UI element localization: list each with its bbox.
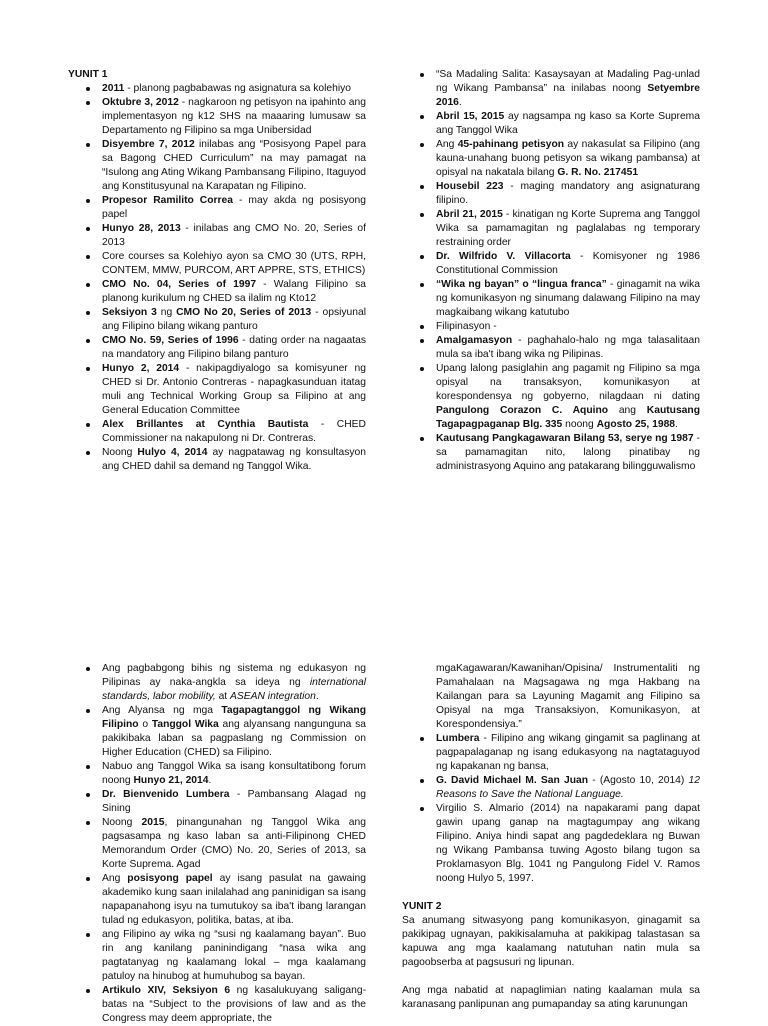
list-item: CMO No. 04, Series of 1997 - Walang Filipino sa planong kurikulum ng CHED sa ilalim ng Kto12 <box>68 278 366 306</box>
list-item: Lumbera - Filipino ang wikang gingamit sa paglinang at pagpapalaganap ng isang edukasyong na nagtataguyod ng kapakanan ng bansa, <box>402 732 700 774</box>
list-item: 2011 - planong pagbabawas ng asignatura sa kolehiyo <box>68 82 366 96</box>
continued-paragraph: mgaKagawaran/Kawanihan/Opisina/ Instrumentaliti ng Pamahalaan na Magsagawa ng mga Hakbang na Kailangan para sa Layuning Magamit ang Filipino sa Opisyal na mga Transaksiyon, Komunikasyon, at Korespondensiya.” <box>436 663 700 730</box>
list-item: Ang 45-pahinang petisyon ay nakasulat sa Filipino (ang kauna-unahang buong petisyon sa wikang pambansa) at opisyal na nakatala bilang G. R. No. 217451 <box>402 138 700 180</box>
yunit-2-paragraph-2: Ang mga nabatid at napaglimian nating kaalaman mula sa karanasang panlipunan ang pumapanday sa ating karunungan <box>402 985 700 1010</box>
list-item: Amalgamasyon - paghahalo-halo ng mga talasalitaan mula sa iba't ibang wika ng Pilipinas. <box>402 334 700 362</box>
list-item: Ang posisyong papel ay isang pasulat na gawaing akademiko kung saan inilalahad ang paninidigan sa isang napapanahong isyu na tumutukoy sa iba't ibang larangan tulad ng edukasyon, politika, batas, at iba. <box>68 872 366 928</box>
list-item: “Wika ng bayan” o “lingua franca” - ginagamit na wika ng komunikasyon ng sinumang dalawang Filipino na may magkaibang wikang katutubo <box>402 278 700 320</box>
bullet-list-top-right <box>402 68 700 474</box>
column-top-left <box>68 68 366 474</box>
list-item: Filipinasyon - <box>402 320 700 334</box>
list-item: ang Filipino ay wika ng “susi ng kaalamang bayan”. Buo rin ang kanilang paninindigang “nasa wika ang pagtatanyag ng kaalamang lokal – mga kaalamang patuloy na hinubog at humuhubog sa bayan. <box>68 928 366 984</box>
list-item: G. David Michael M. San Juan - (Agosto 10, 2014) 12 Reasons to Save the National Language. <box>402 774 700 802</box>
list-item: Noong Hulyo 4, 2014 ay nagpatawag ng konsultasyon ang CHED dahil sa demand ng Tanggol Wika. <box>68 446 366 474</box>
continuation-list <box>402 662 700 732</box>
heading-yunit-1: YUNIT 1 <box>68 69 108 80</box>
list-item: Core courses sa Kolehiyo ayon sa CMO 30 (UTS, RPH, CONTEM, MMW, PURCOM, ART APPRE, STS, ETHICS) <box>68 250 366 278</box>
list-item: CMO No. 59, Series of 1996 - dating order na nagaatas na mandatory ang Filipino bilang panturo <box>68 334 366 362</box>
list-item: Nabuo ang Tanggol Wika sa isang konsultatibong forum noong Hunyo 21, 2014. <box>68 760 366 788</box>
yunit-2-paragraph-1: Sa anumang sitwasyong pang komunikasyon, ginagamit sa pakikipag ugnayan, pakikisalamuha at pakikipag talastasan sa kapuwa ang mga kaalamang natutuhan natin mula sa pagoobserba at pagsusuri ng lipunan. <box>402 915 700 968</box>
bullet-list-yunit-1 <box>68 82 366 474</box>
list-item: Upang lalong pasiglahin ang pagamit ng Filipino sa mga opisyal na transaksyon, komunikasyon at korespondensya ng gobyerno, nilagdaan ni dating Pangulong Corazon C. Aquino ang Kautusang Tagapagpaganap Blg. 335 noong Agosto 25, 1988. <box>402 362 700 432</box>
list-item: Kautusang Pangkagawaran Bilang 53, serye ng 1987 - sa pamamagitan nito, lalong pinatibay ng administrasyong Aquino ang patakarang bilingguwalismo <box>402 432 700 474</box>
list-item: Dr. Bienvenido Lumbera - Pambansang Alagad ng Sining <box>68 788 366 816</box>
list-item: Virgilio S. Almario (2014) na napakarami pang dapat gawin upang ganap na magtagumpay ang wikang Filipino. Aniya hindi sapat ang pagdedeklara ng Buwan ng Wikang Pambansa tuwing Agosto bilang tugon sa Proklamasyon Blg. 1041 ng Pangulong Fidel V. Ramos noong Hulyo 5, 1997. <box>402 802 700 886</box>
list-item: Noong 2015, pinangunahan ng Tanggol Wika ang pagsasampa ng kaso laban sa anti-Filipinong CHED Memorandum Order (CMO) No. 20, Series of 2013, sa Korte Suprema. Agad <box>68 816 366 872</box>
column-bottom-right <box>402 662 700 1012</box>
list-item: Abril 15, 2015 ay nagsampa ng kaso sa Korte Suprema ang Tanggol Wika <box>402 110 700 138</box>
list-item: Abril 21, 2015 - kinatigan ng Korte Suprema ang Tanggol Wika sa pamamagitan ng paglalabas ng temporary restraining order <box>402 208 700 250</box>
list-item: Seksiyon 3 ng CMO No 20, Series of 2013 - opsiyunal ang Filipino bilang wikang panturo <box>68 306 366 334</box>
list-item: Ang pagbabgong bihis ng sistema ng edukasyon ng Pilipinas ay naka-angkla sa ideya ng international standards, labor mobility, at ASEAN integration. <box>68 662 366 704</box>
list-item: Oktubre 3, 2012 - nagkaroon ng petisyon na ipahinto ang implementasyon ng k12 SHS na maaaring lumusaw sa Departamento ng Filipino sa mga Unibersidad <box>68 96 366 138</box>
list-item: Disyembre 7, 2012 inilabas ang “Posisyong Papel para sa Bagong CHED Curriculum” na may pamagat na “Isulong ang Ating Wikang Pambansang Filipino, Itaguyod ang Konstitusyunal na Karapatan ng Filipino. <box>68 138 366 194</box>
column-bottom-left <box>68 662 366 1026</box>
list-item: Dr. Wilfrido V. Villacorta - Komisyoner ng 1986 Constitutional Commission <box>402 250 700 278</box>
list-item: Hunyo 2, 2014 - nakipagdiyalogo sa komisyuner ng CHED si Dr. Antonio Contreras - napagkasunduan itatag muli ang Technical Working Group sa Filipino at ang General Education Committee <box>68 362 366 418</box>
list-item: Propesor Ramilito Correa - may akda ng posisyong papel <box>68 194 366 222</box>
list-item: Artikulo XIV, Seksiyon 6 ng kasalukuyang saligang-batas na “Subject to the provisions of law and as the Congress may deem appropriate, the <box>68 984 366 1026</box>
list-item: Alex Brillantes at Cynthia Bautista - CHED Commissioner na nakapulong ni Dr. Contreras. <box>68 418 366 446</box>
bullet-list-bottom-left <box>68 662 366 1026</box>
list-item: Hunyo 28, 2013 - inilabas ang CMO No. 20, Series of 2013 <box>68 222 366 250</box>
heading-yunit-2: YUNIT 2 <box>402 901 442 912</box>
column-top-right <box>402 68 700 474</box>
list-item: Housebil 223 - maging mandatory ang asignaturang filipino. <box>402 180 700 208</box>
list-item: Ang Alyansa ng mga Tagapagtanggol ng Wikang Filipino o Tanggol Wika ang alyansang nangunguna sa pakikibaka laban sa pagpaslang ng Commission on Higher Education (CHED) sa Filipino. <box>68 704 366 760</box>
list-item: “Sa Madaling Salita: Kasaysayan at Madaling Pag-unlad ng Wikang Pambansa” na inilabas noong Setyembre 2016. <box>402 68 700 110</box>
bullet-list-bottom-right <box>402 732 700 886</box>
